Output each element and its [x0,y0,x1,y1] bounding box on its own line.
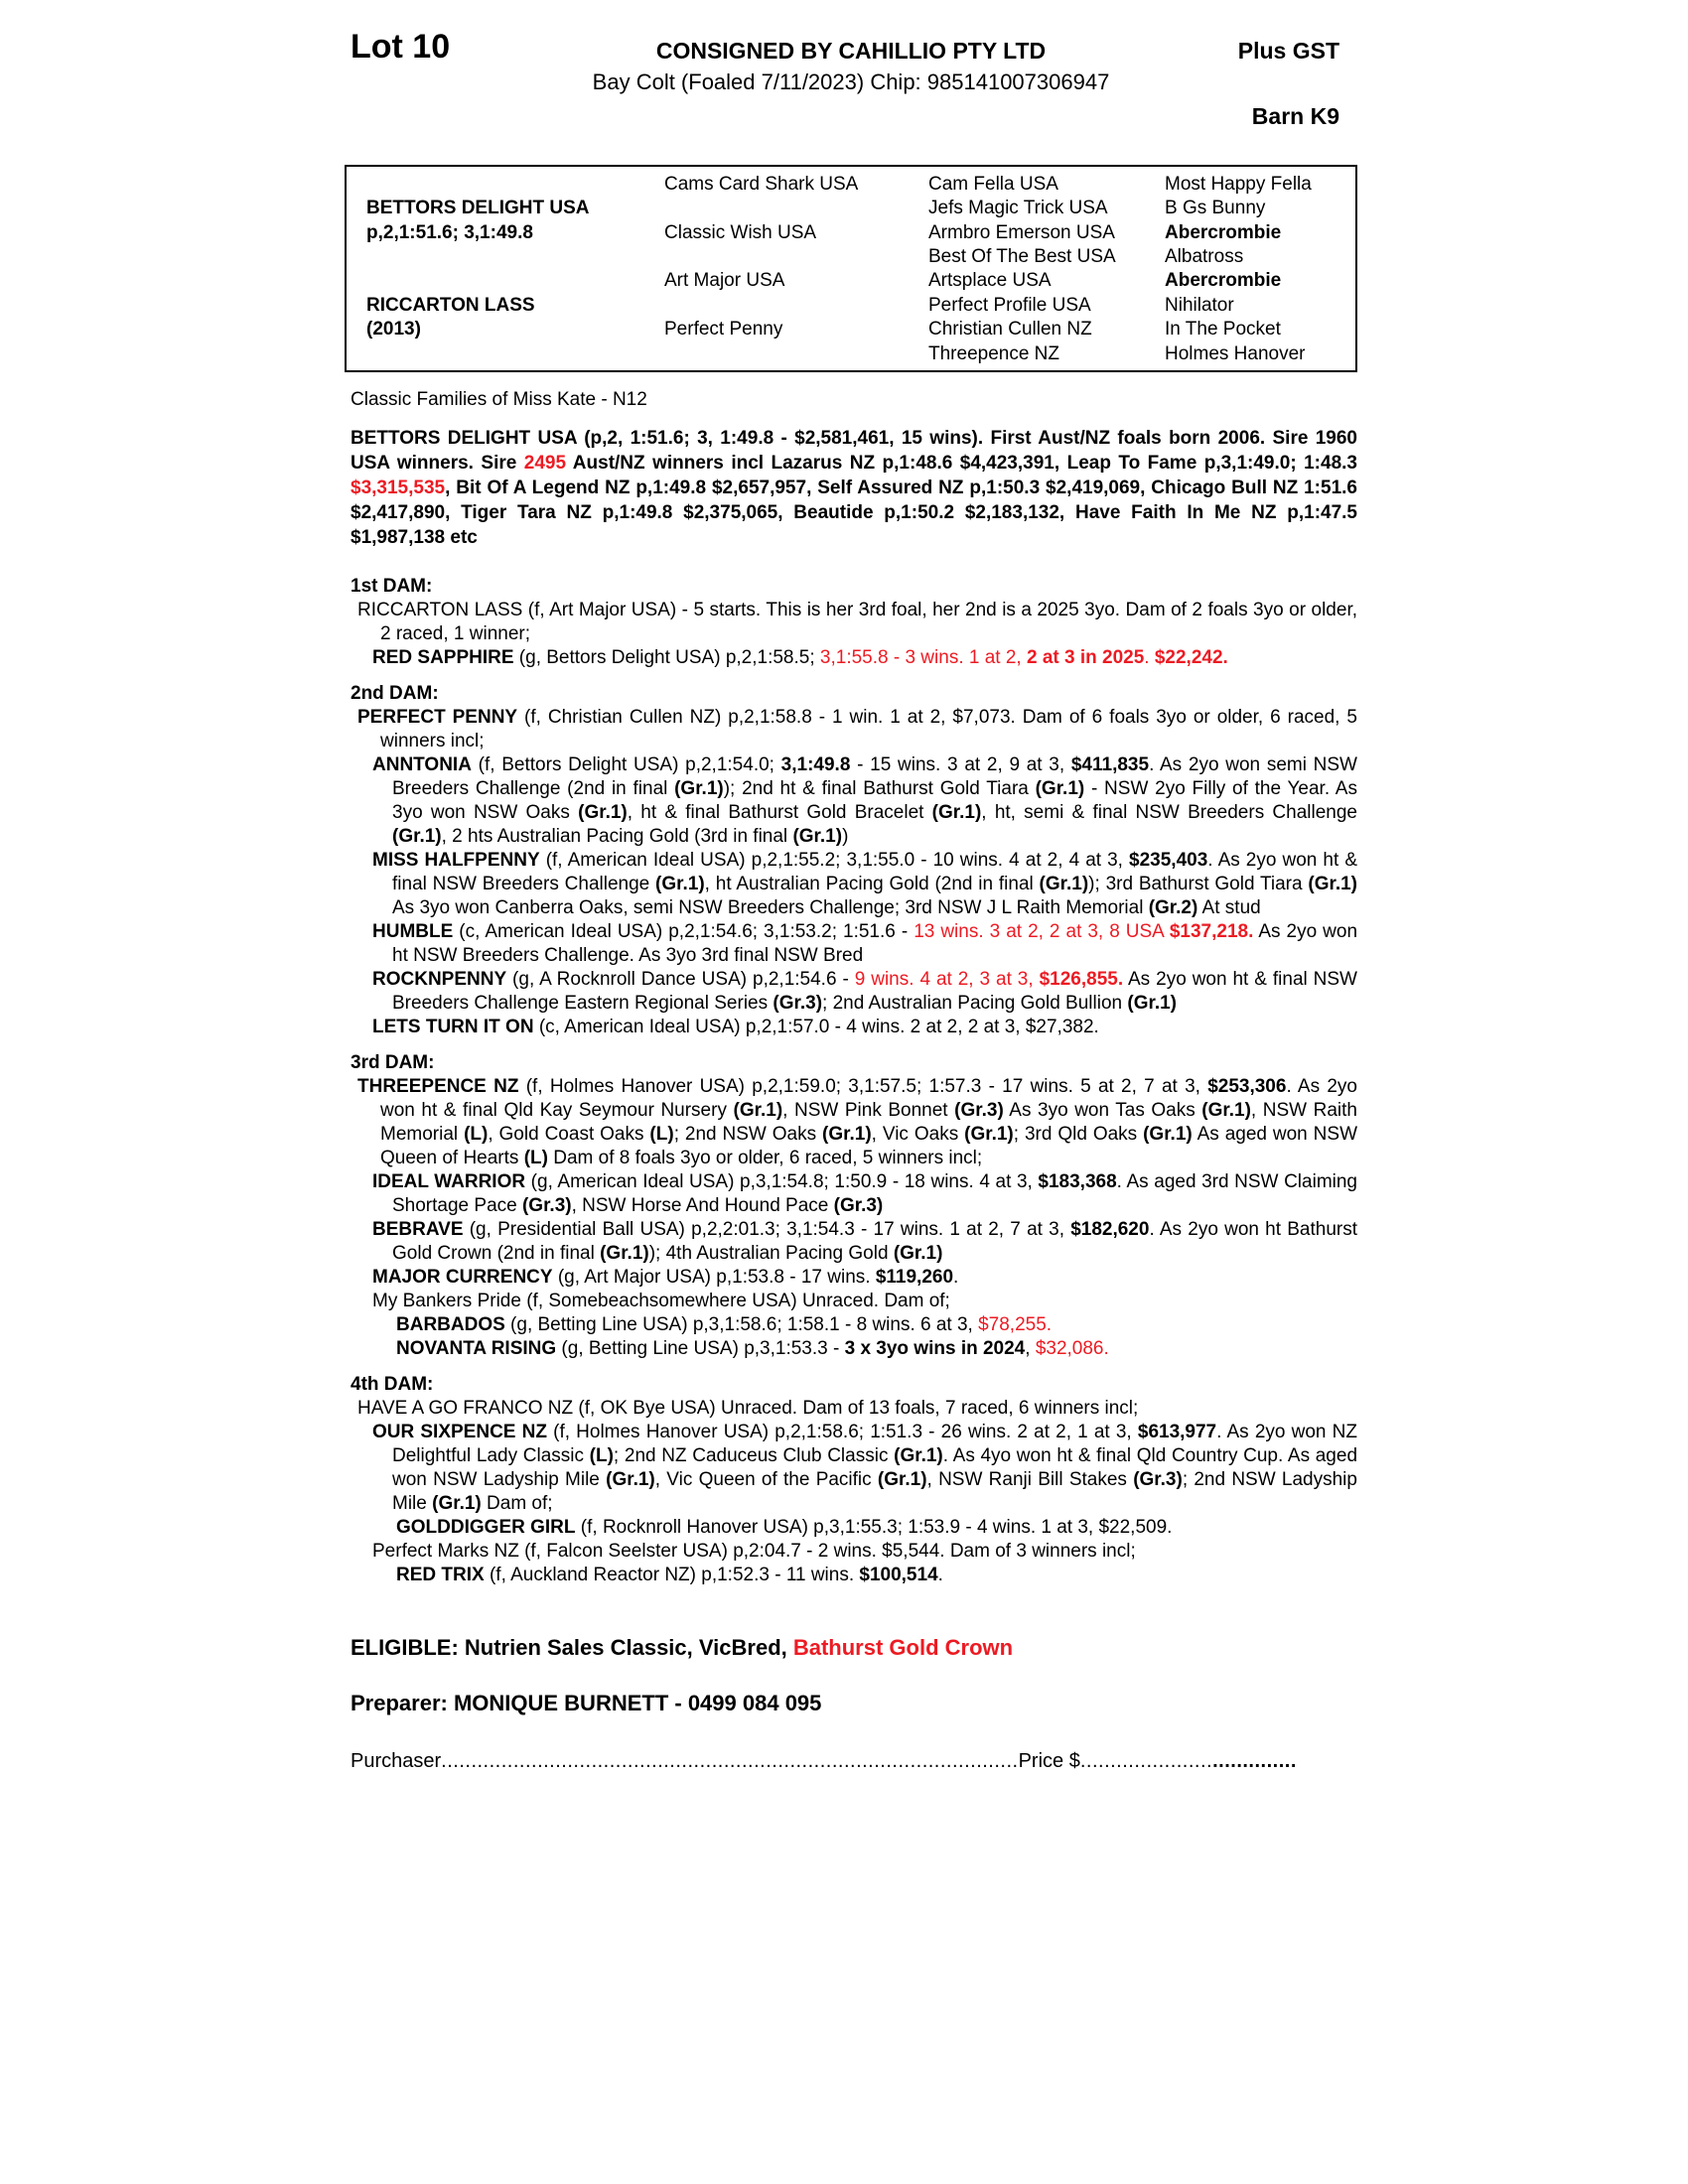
text-run: (L) [589,1445,614,1466]
text-run: As 2yo won ht & final NSW Breeders Challenge Eastern Regional Series [392,969,1357,1014]
text-run: (Gr.1) [600,1243,649,1264]
text-run: (Gr.1) [931,802,982,823]
text-run: $78,255. [978,1314,1053,1335]
text-run: Aust/NZ winners incl Lazarus NZ p,1:48.6 $4,423,391, Leap To Fame p,3,1:49.0; 1:48.3 [566,453,1357,474]
catalog-page-content [345,0,1357,1773]
text-run: (L) [649,1124,674,1145]
text-run: . [937,1565,943,1585]
text-run: . As 2yo won ht Bathurst Gold Crown (2nd in final [392,1219,1358,1264]
foal-entry-perfect-marks-nz [345,1540,1357,1564]
text-run: , NSW Ranji Bill Stakes [926,1469,1134,1490]
text-run: (Gr.1) [655,874,705,894]
text-run: , Bit Of A Legend NZ p,1:49.8 $2,657,957, Self Assured NZ p,1:50.3 $2,419,069, Chicago Bull NZ 1:51.6 $2,417,890, Tiger Tara NZ p,1:49.8 $2,375,065, Beautide p,1:50.2 $2,183,132, Have Faith In Me NZ p,1:47.5 $1,987,138 etc [351,478,1357,548]
pedigree-table [345,165,1357,372]
text-run: (Gr.3) [521,1195,572,1216]
text-run: HAVE A GO FRANCO NZ (f, OK Bye USA) Unraced. Dam of 13 foals, 7 raced, 6 winners incl; [357,1398,1139,1419]
text-run: (Gr.1) [578,802,628,823]
pedigree-gen4-4: Abercrombie [1165,270,1282,291]
text-run: (f, American Ideal USA) p,2,1:55.2; 3,1:55.0 - 10 wins. 4 at 2, 4 at 3, [539,850,1130,871]
pedigree-gen3-6: Christian Cullen NZ [928,319,1092,340]
text-run: , NSW Horse And Hound Pace [571,1195,834,1216]
text-run: ); 4th Australian Pacing Gold [648,1243,894,1264]
price-dotted-leader: ...................... [1079,1750,1213,1772]
pedigree-gen4-5: Nihilator [1165,295,1234,316]
text-run: MAJOR CURRENCY [372,1267,553,1288]
text-run: (Gr.1) [606,1469,655,1490]
price-dotted-leader-bold: .............. [1212,1750,1297,1772]
text-run: (Gr.1) [432,1493,482,1514]
foal-entry-lets-turn-it-on [345,1016,1357,1039]
text-run: . As 2yo won ht & final NSW Breeders Challenge [392,850,1357,894]
text-run: . As 2yo won semi NSW Breeders Challenge (2nd in final [392,754,1357,799]
lot-number: Lot 10 [351,28,451,66]
foal-entry-red-trix [345,1564,1357,1587]
text-run: 3,1:49.8 [780,754,851,775]
text-run: ; 2nd NSW Ladyship Mile [392,1469,1357,1514]
text-run: (L) [523,1148,548,1168]
text-run: (c, American Ideal USA) p,2,1:54.6; 3,1:53.2; 1:51.6 - [453,921,914,942]
text-run: (g, Art Major USA) p,1:53.8 - 17 wins. [552,1267,876,1288]
price-label: Price $ [1018,1750,1080,1772]
text-run: (f, Holmes Hanover USA) p,2,1:59.0; 3,1:57.5; 1:57.3 - 17 wins. 5 at 2, 7 at 3, [518,1076,1208,1097]
text-run: (f, Bettors Delight USA) p,2,1:54.0; [471,754,781,775]
text-run: $137,218. [1169,921,1254,942]
text-run: , Gold Coast Oaks [488,1124,650,1145]
text-run: $100,514 [859,1565,938,1585]
text-run: $411,835 [1070,754,1150,775]
pedigree-gen2-2: Art Major USA [664,270,785,291]
pedigree-dam-name: RICCARTON LASS [366,295,535,316]
text-run: As aged won NSW Queen of Hearts [380,1124,1358,1168]
foal-entry-novanta-rising [345,1337,1357,1361]
heading-4th-dam: 4th DAM: [351,1374,434,1395]
pedigree-gen4-0: Most Happy Fella [1165,174,1312,195]
text-run: (Gr.1) [1039,874,1089,894]
pedigree-gen4-1: B Gs Bunny [1165,198,1266,218]
pedigree-gen3-5: Perfect Profile USA [928,295,1091,316]
text-run: Dam of; [481,1493,553,1514]
text-run: , Vic Queen of the Pacific [654,1469,878,1490]
heading-2nd-dam: 2nd DAM: [351,683,439,704]
preparer-line: Preparer: MONIQUE BURNETT - 0499 084 095 [351,1691,822,1715]
text-run: BEBRAVE [372,1219,464,1240]
text-run: ); 3rd Bathurst Gold Tiara [1088,874,1309,894]
text-run: , ht, semi & final NSW Breeders Challenge [981,802,1357,823]
foal-entry-rocknpenny [345,968,1357,1016]
pedigree-gen3-1: Jefs Magic Trick USA [928,198,1108,218]
text-run: $183,368 [1038,1171,1117,1192]
text-run: , Vic Oaks [871,1124,965,1145]
text-run: (g, Presidential Ball USA) p,2,2:01.3; 3,1:54.3 - 17 wins. 1 at 2, 7 at 3, [463,1219,1071,1240]
sire-summary [351,426,1357,550]
text-run: . As 2yo won ht & final Qld Kay Seymour Nursery [380,1076,1357,1121]
foal-entry-anntonia [345,753,1357,849]
foaling-details: Bay Colt (Foaled 7/11/2023) Chip: 985141007306947 [592,69,1110,94]
text-run: My Bankers Pride (f, Somebeachsomewhere USA) Unraced. Dam of; [372,1291,950,1311]
text-run: . As 2yo won NZ Delightful Lady Classic [392,1422,1357,1466]
text-run: $235,403 [1129,850,1208,871]
text-run: (Gr.1) [877,1469,927,1490]
text-run: (Gr.3) [833,1195,884,1216]
pedigree-sire-record: p,2,1:51.6; 3,1:49.8 [366,222,533,243]
text-run: . [953,1267,959,1288]
dam-entry-threepence-nz [345,1075,1357,1170]
page-header [345,0,1357,165]
text-run: (g, American Ideal USA) p,3,1:54.8; 1:50.9 - 18 wins. 4 at 3, [525,1171,1039,1192]
text-run: (Gr.3) [773,993,823,1014]
text-run: Perfect Marks NZ (f, Falcon Seelster USA) p,2:04.7 - 2 wins. $5,544. Dam of 3 winners incl; [372,1541,1136,1562]
text-run: Dam of 8 foals 3yo or older, 6 raced, 5 winners incl; [547,1148,983,1168]
text-run: $32,086. [1035,1338,1109,1359]
pedigree-sire-name: BETTORS DELIGHT USA [366,198,590,218]
text-run: (g, A Rocknroll Dance USA) p,2,1:54.6 - [506,969,855,990]
text-run: GOLDDIGGER GIRL [396,1517,576,1538]
text-run: (Gr.1) [822,1124,872,1145]
text-run: . As 4yo won ht & final Qld Country Cup. As aged won NSW Ladyship Mile [392,1445,1358,1490]
text-run: As 3yo won Canberra Oaks, semi NSW Breeders Challenge; 3rd NSW J L Raith Memorial [392,897,1149,918]
text-run: (Gr.1) [733,1100,783,1121]
dam-entry-perfect-penny [345,706,1357,753]
heading-3rd-dam: 3rd DAM: [351,1052,435,1073]
barn-label: Barn K9 [1251,103,1339,129]
text-run: (Gr.1) [894,1445,943,1466]
foal-entry-major-currency [345,1266,1357,1290]
text-run: RED TRIX [396,1565,485,1585]
foal-entry-our-sixpence-nz [345,1421,1357,1516]
text-run: ; 2nd NSW Oaks [673,1124,823,1145]
text-run: 3 x 3yo wins in 2024 [844,1338,1026,1359]
pedigree-gen2-0: Cams Card Shark USA [664,174,859,195]
text-run: (L) [464,1124,489,1145]
text-run: (Gr.2) [1148,897,1198,918]
text-run: (Gr.1) [1308,874,1357,894]
text-run: At stud [1197,897,1261,918]
text-run: 2 at 3 in 2025 [1026,647,1145,668]
text-run: , NSW Pink Bonnet [782,1100,955,1121]
text-run: , NSW Raith Memorial [380,1100,1357,1145]
foal-entry-barbados [345,1313,1357,1337]
pedigree-gen4-3: Albatross [1165,246,1244,267]
pedigree-gen3-2: Armbro Emerson USA [928,222,1115,243]
text-run: (Gr.1) [893,1243,943,1264]
pedigree-gen3-7: Threepence NZ [928,343,1060,364]
text-run: RICCARTON LASS (f, Art Major USA) - 5 starts. This is her 3rd foal, her 2nd is a 2025 3yo. Dam of 2 foals 3yo or older, 2 raced, 1 winner; [357,600,1357,644]
pedigree-gen3-4: Artsplace USA [928,270,1052,291]
text-run: (Gr.1) [1201,1100,1251,1121]
text-run: ELIGIBLE: Nutrien Sales Classic, VicBred, [351,1635,793,1660]
text-run: $3,315,535 [351,478,446,498]
text-run: , 2 hts Australian Pacing Gold (3rd in final [441,826,793,847]
text-run: - 15 wins. 3 at 2, 9 at 3, [850,754,1071,775]
pedigree-gen4-6: In The Pocket [1165,319,1281,340]
text-run: ; 3rd Qld Oaks [1013,1124,1144,1145]
pedigree-gen2-1: Classic Wish USA [664,222,817,243]
heading-1st-dam: 1st DAM: [351,576,433,597]
purchaser-label: Purchaser [351,1750,442,1772]
text-run: 9 wins. 4 at 2, 3 at 3, [854,969,1040,990]
text-run: (f, Rocknroll Hanover USA) p,3,1:55.3; 1:53.9 - 4 wins. 1 at 3, $22,509. [575,1517,1173,1538]
pedigree-gen3-0: Cam Fella USA [928,174,1058,195]
foal-entry-miss-halfpenny [345,849,1357,920]
foal-entry-my-bankers-pride [345,1290,1357,1313]
eligibility-line [351,1635,1357,1661]
text-run: (g, Bettors Delight USA) p,2,1:58.5; [513,647,820,668]
foal-entry-humble [345,920,1357,968]
text-run: (f, Christian Cullen NZ) p,2,1:58.8 - 1 win. 1 at 2, $7,073. Dam of 6 foals 3yo or older, 6 raced, 5 winners incl; [380,707,1357,751]
text-run: $182,620 [1070,1219,1150,1240]
text-run: (Gr.1) [674,778,724,799]
text-run: 3,1:55.8 - 3 wins. 1 at 2, [819,647,1027,668]
pedigree-gen4-2: Abercrombie [1165,222,1282,243]
text-run: $613,977 [1137,1422,1217,1442]
text-run: . [1144,647,1155,668]
text-run: $126,855. [1039,969,1124,990]
text-run: , [1025,1338,1036,1359]
text-run: , ht & final Bathurst Gold Bracelet [627,802,932,823]
dam-entry-riccarton-lass [345,599,1357,646]
text-run: (g, Betting Line USA) p,3,1:53.3 - [556,1338,845,1359]
purchaser-line [351,1750,1357,1773]
text-run: $119,260 [875,1267,954,1288]
text-run: (f, Holmes Hanover USA) p,2,1:58.6; 1:51.3 - 26 wins. 2 at 2, 1 at 3, [546,1422,1138,1442]
foal-entry-golddigger-girl [345,1516,1357,1540]
foal-entry-bebrave [345,1218,1357,1266]
text-run: IDEAL WARRIOR [372,1171,526,1192]
pedigree-gen2-3: Perfect Penny [664,319,783,340]
foal-entry-ideal-warrior [345,1170,1357,1218]
text-run: (g, Betting Line USA) p,3,1:58.6; 1:58.1 - 8 wins. 6 at 3, [504,1314,979,1335]
text-run: 2495 [523,453,567,474]
pedigree-gen4-7: Holmes Hanover [1165,343,1306,364]
text-run: (Gr.1) [392,826,442,847]
classic-families-note: Classic Families of Miss Kate - N12 [351,389,647,410]
text-run: , ht Australian Pacing Gold (2nd in final [704,874,1040,894]
text-run: (f, Auckland Reactor NZ) p,1:52.3 - 11 wins. [484,1565,860,1585]
text-run: THREEPENCE NZ [357,1076,519,1097]
text-run: (c, American Ideal USA) p,2,1:57.0 - 4 wins. 2 at 2, 2 at 3, $27,382. [533,1017,1099,1037]
purchaser-dotted-leader: ................................................................................................ [441,1750,1019,1772]
text-run: Bathurst Gold Crown [792,1635,1014,1660]
text-run: ; 2nd NZ Caduceus Club Classic [613,1445,895,1466]
text-run: As 3yo won Tas Oaks [1003,1100,1202,1121]
text-run: As 2yo won ht NSW Breeders Challenge. As 3yo 3rd final NSW Bred [392,921,1358,966]
dam-entry-have-a-go-franco-nz [345,1397,1357,1421]
text-run: (Gr.1) [964,1124,1014,1145]
text-run: PERFECT PENNY [357,707,518,728]
text-run: ; 2nd Australian Pacing Gold Bullion [822,993,1128,1014]
text-run: (Gr.3) [954,1100,1004,1121]
pedigree-dam-record: (2013) [366,319,421,340]
plus-gst-label: Plus GST [1237,38,1339,64]
text-run: MISS HALFPENNY [372,850,540,871]
text-run: NOVANTA RISING [396,1338,557,1359]
text-run: ROCKNPENNY [372,969,507,990]
text-run: BETTORS DELIGHT USA (p,2, 1:51.6; 3, 1:49.8 - $2,581,461, 15 wins). First Aust/NZ foals born 2006. Sire 1960 USA winners. Sire [351,428,1357,474]
pedigree-gen3-3: Best Of The Best USA [928,246,1116,267]
text-run: $22,242. [1154,647,1228,668]
text-run: RED SAPPHIRE [372,647,514,668]
text-run: LETS TURN IT ON [372,1017,534,1037]
text-run: ); 2nd ht & final Bathurst Gold Tiara [723,778,1036,799]
foal-entry-red-sapphire [345,646,1357,670]
text-run: (Gr.3) [1133,1469,1183,1490]
text-run: BARBADOS [396,1314,505,1335]
text-run: $253,306 [1207,1076,1287,1097]
text-run: OUR SIXPENCE NZ [372,1422,547,1442]
text-run: . As aged 3rd NSW Claiming Shortage Pace [392,1171,1357,1216]
text-run: (Gr.1) [1035,778,1085,799]
text-run: (Gr.1) [792,826,843,847]
text-run: (Gr.1) [1127,993,1177,1014]
text-run: HUMBLE [372,921,454,942]
text-run: 13 wins. 3 at 2, 2 at 3, 8 USA [914,921,1170,942]
text-run: - NSW 2yo Filly of the Year. As 3yo won NSW Oaks [392,778,1357,823]
consignor-title: CONSIGNED BY CAHILLIO PTY LTD [655,38,1047,64]
text-run: ANNTONIA [372,754,472,775]
text-run: ) [842,826,849,847]
text-run: (Gr.1) [1143,1124,1193,1145]
